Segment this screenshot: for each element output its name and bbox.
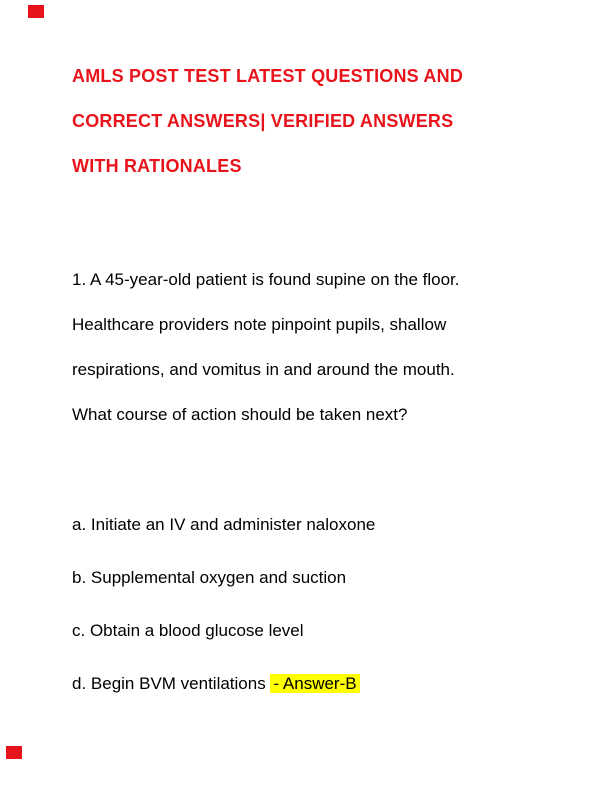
option-text: b. Supplemental oxygen and suction <box>72 568 347 587</box>
question-line: 1. A 45-year-old patient is found supine on the floor. <box>72 270 460 289</box>
answer-options <box>72 502 542 706</box>
question-line: Healthcare providers note pinpoint pupils, shallow <box>72 315 447 334</box>
question-text <box>72 257 542 437</box>
answer-option-a <box>72 502 542 547</box>
question-line: What course of action should be taken next? <box>72 405 408 424</box>
option-text: c. Obtain a blood glucose level <box>72 621 304 640</box>
answer-option-c <box>72 608 542 653</box>
answer-option-b <box>72 555 542 600</box>
title-line: WITH RATIONALES <box>72 156 242 176</box>
title-line: AMLS POST TEST LATEST QUESTIONS AND <box>72 66 464 86</box>
highlighted-answer: - Answer-B <box>270 674 359 693</box>
title-line: CORRECT ANSWERS| VERIFIED ANSWERS <box>72 111 454 131</box>
document-title <box>72 54 542 189</box>
answer-option-d <box>72 661 542 706</box>
question-line: respirations, and vomitus in and around the mouth. <box>72 360 455 379</box>
option-text: a. Initiate an IV and administer naloxone <box>72 515 376 534</box>
red-corner-mark-bottom <box>6 746 22 759</box>
red-corner-mark-top <box>28 5 44 18</box>
option-text: d. Begin BVM ventilations <box>72 674 266 693</box>
